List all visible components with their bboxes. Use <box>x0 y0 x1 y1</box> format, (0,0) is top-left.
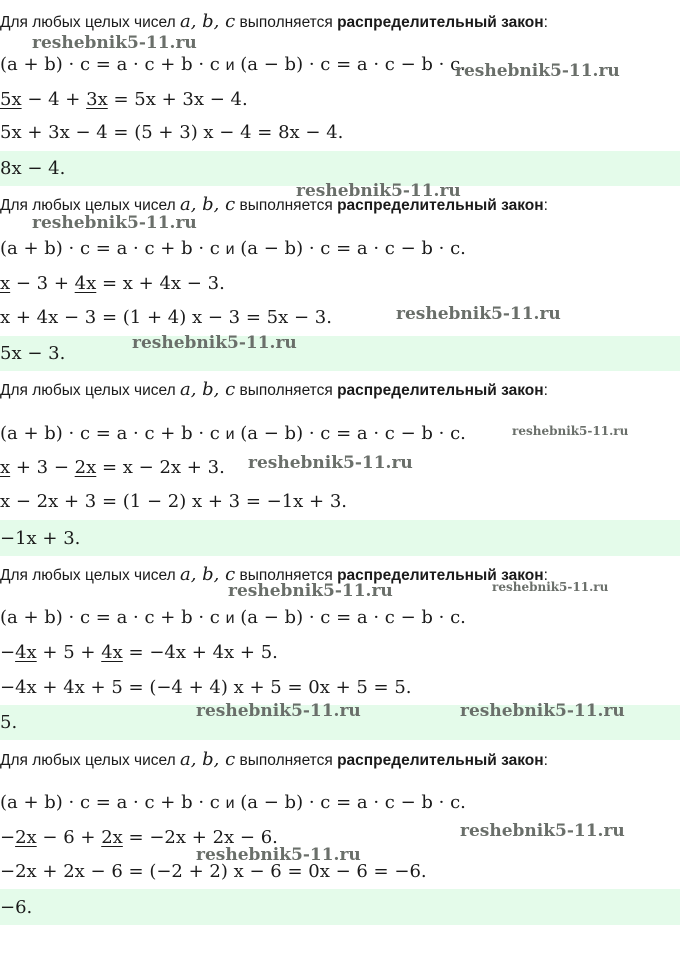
equation-segment: = x − 2x + 3. <box>96 457 225 478</box>
problem-2-line2: x + 4x − 3 = (1 + 4) x − 3 = 5x − 3. <box>0 307 332 328</box>
underlined-term: 2x <box>74 457 97 478</box>
watermark: reshebnik5-11.ru <box>512 424 629 438</box>
law-3: (a + b) · c = a · c + b · c и (a − b) · c = a · c − b · c. <box>0 423 466 444</box>
problem-4-line2: −4x + 4x + 5 = (−4 + 4) x + 5 = 0x + 5 = 5. <box>0 677 412 698</box>
answer-3: −1x + 3. <box>0 528 81 549</box>
intro-4: Для любых целых чисел a, b, c выполняется распределительный закон: <box>0 564 548 585</box>
problem-5-line2: −2x + 2x − 6 = (−2 + 2) x − 6 = 0x − 6 = −6. <box>0 861 427 882</box>
underlined-term: x <box>0 273 11 294</box>
equation-segment: = 5x + 3x − 4. <box>107 89 248 110</box>
problem-1-line2: 5x + 3x − 4 = (5 + 3) x − 4 = 8x − 4. <box>0 122 344 143</box>
watermark: reshebnik5-11.ru <box>460 701 625 721</box>
problem-3-line2: x − 2x + 3 = (1 − 2) x + 3 = −1x + 3. <box>0 491 348 512</box>
law-4: (a + b) · c = a · c + b · c и (a − b) · c = a · c − b · c. <box>0 607 466 628</box>
underlined-term: 3x <box>86 89 108 110</box>
answer-1: 8x − 4. <box>0 158 66 179</box>
equation-segment: − <box>0 642 16 663</box>
underlined-term: 4x <box>74 273 97 294</box>
underlined-term: 5x <box>0 89 22 110</box>
intro-5: Для любых целых чисел a, b, c выполняется распределительный закон: <box>0 749 548 770</box>
watermark: reshebnik5-11.ru <box>132 333 297 353</box>
intro-3: Для любых целых чисел a, b, c выполняется распределительный закон: <box>0 379 548 400</box>
answer-2: 5x − 3. <box>0 343 66 364</box>
equation-segment: − 4 + <box>21 89 87 110</box>
intro-1: Для любых целых чисел a, b, c выполняется распределительный закон: <box>0 11 548 32</box>
watermark: reshebnik5-11.ru <box>296 181 461 201</box>
watermark: reshebnik5-11.ru <box>196 701 361 721</box>
answer-4: 5. <box>0 712 18 733</box>
equation-segment: − 3 + <box>10 273 75 294</box>
equation-segment: − 6 + <box>36 827 102 848</box>
intro-2: Для любых целых чисел a, b, c выполняется распределительный закон: <box>0 194 548 215</box>
equation-segment: = x + 4x − 3. <box>96 273 225 294</box>
watermark: reshebnik5-11.ru <box>248 453 413 473</box>
law-2: (a + b) · c = a · c + b · c и (a − b) · c = a · c − b · c. <box>0 238 466 259</box>
equation-segment: + 3 − <box>10 457 75 478</box>
underlined-term: 2x <box>101 827 123 848</box>
answer-5: −6. <box>0 897 33 918</box>
equation-segment: + 5 + <box>36 642 102 663</box>
watermark: reshebnik5-11.ru <box>32 33 197 53</box>
watermark: reshebnik5-11.ru <box>492 580 609 594</box>
watermark: reshebnik5-11.ru <box>460 821 625 841</box>
equation-segment: = −2x + 2x − 6. <box>122 827 278 848</box>
problem-2-line1 <box>0 272 680 296</box>
underlined-term: x <box>0 457 11 478</box>
problem-4-line1 <box>0 641 680 665</box>
watermark: reshebnik5-11.ru <box>32 213 197 233</box>
underlined-term: 4x <box>15 642 37 663</box>
watermark: reshebnik5-11.ru <box>228 581 393 601</box>
law-1: (a + b) · c = a · c + b · c и (a − b) · c = a · c − b · c. <box>0 54 466 75</box>
watermark: reshebnik5-11.ru <box>455 61 620 81</box>
watermark: reshebnik5-11.ru <box>396 304 561 324</box>
underlined-term: 4x <box>101 642 123 663</box>
underlined-term: 2x <box>15 827 37 848</box>
law-5: (a + b) · c = a · c + b · c и (a − b) · c = a · c − b · c. <box>0 792 466 813</box>
problem-1-line1 <box>0 88 680 112</box>
watermark: reshebnik5-11.ru <box>196 845 361 865</box>
equation-segment: − <box>0 827 16 848</box>
equation-segment: = −4x + 4x + 5. <box>122 642 278 663</box>
